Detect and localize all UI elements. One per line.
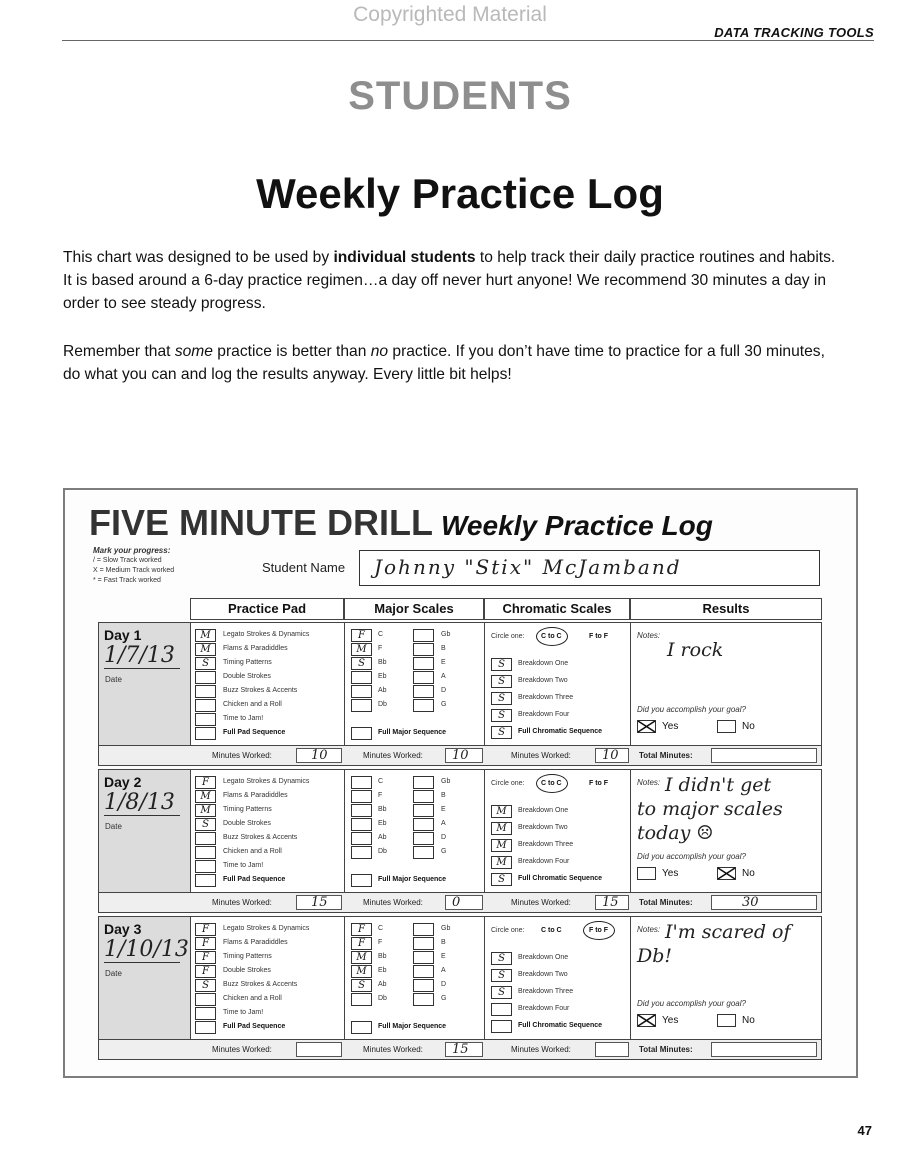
selection-circle [583, 921, 615, 940]
intro-paragraph: This chart was designed to be used by individual students to help track their daily practice routines and habits. It is based around a 6-day practice regimen…a day off never hurt anyone! We recommend 30 minutes a day in order to see steady progress. [63, 249, 836, 312]
scale-checkbox[interactable] [413, 923, 434, 936]
scale-checkbox[interactable]: F [351, 937, 372, 950]
chromatic-item-label: Breakdown One [518, 807, 569, 814]
scale-key-label: Bb [378, 806, 387, 813]
chromatic-checkbox[interactable]: S [491, 986, 512, 999]
pad-item-label: Buzz Strokes & Accents [223, 687, 298, 694]
minutes-strip [99, 1039, 821, 1059]
total-minutes-label: Total Minutes: [639, 751, 693, 760]
scale-checkbox[interactable] [413, 937, 434, 950]
chromatic-item-label: Breakdown Three [518, 988, 574, 995]
column-practice-pad: Practice Pad [190, 598, 344, 620]
scale-key-label: Eb [378, 673, 387, 680]
pad-item-label: Flams & Paradiddles [223, 645, 288, 652]
scale-key-label: E [441, 806, 446, 813]
results-section [631, 770, 821, 892]
scale-checkbox[interactable] [351, 874, 372, 887]
pad-checkbox[interactable]: F [195, 951, 216, 964]
no-label: No [742, 721, 755, 732]
pad-item-label: Full Pad Sequence [223, 1023, 286, 1030]
chromatic-checkbox[interactable]: S [491, 658, 512, 671]
scale-key-label: A [441, 967, 446, 974]
major-scales-section [345, 770, 485, 892]
chromatic-item-label: Breakdown Two [518, 677, 568, 684]
pad-item-label: Double Strokes [223, 820, 271, 827]
day-block [98, 769, 822, 913]
scale-checkbox[interactable] [351, 846, 372, 859]
scale-key-label: B [441, 645, 446, 652]
pad-checkbox[interactable]: F [195, 937, 216, 950]
chromatic-item-label: Breakdown Three [518, 694, 574, 701]
scale-key-label: D [441, 981, 447, 988]
c-to-c-option[interactable]: C to C [541, 633, 562, 640]
column-major-scales: Major Scales [344, 598, 484, 620]
chromatic-checkbox[interactable]: S [491, 692, 512, 705]
scale-key-label: Eb [378, 820, 387, 827]
pad-minutes-label: Minutes Worked: [212, 1045, 272, 1054]
notes-label: Notes: [637, 925, 661, 934]
selection-circle [536, 627, 568, 646]
pad-checkbox[interactable]: M [195, 804, 216, 817]
day-column [99, 770, 191, 892]
chromatic-checkbox[interactable]: S [491, 873, 512, 886]
pad-item-label: Full Pad Sequence [223, 876, 286, 883]
scale-checkbox[interactable] [351, 671, 372, 684]
section-label: DATA TRACKING TOOLS [714, 25, 874, 40]
pad-checkbox[interactable]: F [195, 923, 216, 936]
chromatic-minutes-label: Minutes Worked: [511, 751, 571, 760]
yes-label: Yes [662, 868, 679, 879]
chromatic-minutes-field[interactable]: 15 [595, 895, 629, 910]
scale-key-label: Ab [378, 687, 387, 694]
full-major-sequence-label: Full Major Sequence [378, 876, 447, 883]
scale-checkbox[interactable]: F [351, 923, 372, 936]
chromatic-item-label: Breakdown Two [518, 971, 568, 978]
chromatic-checkbox[interactable]: M [491, 822, 512, 835]
chromatic-checkbox[interactable]: S [491, 969, 512, 982]
scale-checkbox[interactable] [413, 699, 434, 712]
pad-item-label: Timing Patterns [223, 953, 272, 960]
day-block [98, 916, 822, 1060]
notes-handwritten: today ☹ [637, 822, 714, 844]
circle-one-label: Circle one: [491, 780, 525, 787]
chromatic-item-label: Full Chromatic Sequence [518, 1022, 603, 1029]
scale-checkbox[interactable] [413, 818, 434, 831]
scale-checkbox[interactable]: F [351, 629, 372, 642]
f-to-f-option[interactable]: F to F [589, 633, 609, 640]
day-label: Day 2 [104, 774, 142, 790]
scale-key-label: B [441, 939, 446, 946]
chromatic-item-label: Breakdown One [518, 660, 569, 667]
scale-key-label: F [378, 645, 383, 652]
scale-checkbox[interactable] [413, 790, 434, 803]
pad-minutes-field[interactable]: 15 [296, 895, 342, 910]
day-date-handwritten: 1/10/13 [104, 937, 189, 962]
chromatic-item-label: Breakdown One [518, 954, 569, 961]
notes-label: Notes: [637, 778, 661, 787]
day-column [99, 917, 191, 1039]
scale-checkbox[interactable] [413, 804, 434, 817]
scale-key-label: Db [378, 701, 387, 708]
total-minutes-field[interactable] [711, 748, 817, 763]
scale-key-label: B [441, 792, 446, 799]
scale-checkbox[interactable] [351, 685, 372, 698]
scale-checkbox[interactable] [413, 776, 434, 789]
worksheet-title: FIVE MINUTE DRILL Weekly Practice Log [89, 502, 713, 543]
full-major-sequence-label: Full Major Sequence [378, 729, 447, 736]
day-date-handwritten: 1/7/13 [104, 643, 180, 669]
yes-label: Yes [662, 721, 679, 732]
chromatic-item-label: Breakdown Four [518, 711, 570, 718]
chromatic-checkbox[interactable]: S [491, 952, 512, 965]
total-minutes-field[interactable] [711, 1042, 817, 1057]
goal-x-mark [637, 1014, 656, 1027]
day-label: Day 1 [104, 627, 142, 643]
practice-pad-section [191, 917, 345, 1039]
scale-checkbox[interactable] [351, 832, 372, 845]
chromatic-scales-section [485, 623, 631, 745]
pad-checkbox[interactable] [195, 699, 216, 712]
pad-item-label: Time to Jam! [223, 715, 264, 722]
day-block [98, 622, 822, 766]
circle-one-label: Circle one: [491, 927, 525, 934]
pad-minutes-label: Minutes Worked: [212, 751, 272, 760]
pad-item-label: Chicken and a Roll [223, 848, 282, 855]
column-results: Results [630, 598, 822, 620]
scale-checkbox[interactable] [351, 776, 372, 789]
practice-pad-section [191, 770, 345, 892]
practice-log-worksheet [63, 488, 858, 1078]
page-kicker: STUDENTS [348, 74, 572, 118]
pad-item-label: Timing Patterns [223, 659, 272, 666]
pad-item-label: Double Strokes [223, 673, 271, 680]
f-to-f-option[interactable]: F to F [589, 927, 609, 934]
goal-question: Did you accomplish your goal? [637, 852, 746, 861]
pad-checkbox[interactable] [195, 685, 216, 698]
goal-no-checkbox[interactable] [717, 720, 736, 733]
goal-x-mark [637, 720, 656, 733]
practice-pad-section [191, 623, 345, 745]
total-minutes-label: Total Minutes: [639, 898, 693, 907]
pad-checkbox[interactable] [195, 846, 216, 859]
chromatic-scales-section [485, 770, 631, 892]
chromatic-minutes-field[interactable] [595, 1042, 629, 1057]
no-label: No [742, 1015, 755, 1026]
scale-checkbox[interactable]: M [351, 951, 372, 964]
pad-item-label: Legato Strokes & Dynamics [223, 925, 310, 932]
chromatic-minutes-label: Minutes Worked: [511, 1045, 571, 1054]
chromatic-checkbox[interactable]: M [491, 856, 512, 869]
chromatic-item-label: Breakdown Four [518, 858, 570, 865]
chromatic-checkbox[interactable] [491, 1020, 512, 1033]
minutes-strip [99, 745, 821, 765]
pad-item-label: Flams & Paradiddles [223, 792, 288, 799]
pad-checkbox[interactable]: F [195, 776, 216, 789]
chromatic-checkbox[interactable]: S [491, 726, 512, 739]
scale-key-label: F [378, 792, 383, 799]
scale-key-label: Ab [378, 834, 387, 841]
scale-checkbox[interactable] [413, 657, 434, 670]
pad-checkbox[interactable] [195, 874, 216, 887]
scale-key-label: Gb [441, 631, 451, 638]
scale-checkbox[interactable] [413, 671, 434, 684]
scale-checkbox[interactable] [413, 979, 434, 992]
scale-key-label: C [378, 778, 384, 785]
pad-item-label: Flams & Paradiddles [223, 939, 288, 946]
date-label: Date [105, 822, 122, 831]
pad-checkbox[interactable]: S [195, 657, 216, 670]
pad-item-label: Double Strokes [223, 967, 271, 974]
total-minutes-label: Total Minutes: [639, 1045, 693, 1054]
scale-minutes-field[interactable]: 15 [445, 1042, 483, 1057]
chromatic-item-label: Breakdown Three [518, 841, 574, 848]
reminder-paragraph: Remember that some practice is better than no practice. If you don’t have time to practice for a full 30 minutes, do what you can and log the results anyway. Every little bit helps! [63, 343, 825, 383]
scale-checkbox[interactable] [351, 818, 372, 831]
full-major-sequence-label: Full Major Sequence [378, 1023, 447, 1030]
scale-key-label: Db [378, 848, 387, 855]
f-to-f-option[interactable]: F to F [589, 780, 609, 787]
pad-checkbox[interactable]: S [195, 979, 216, 992]
scale-key-label: Gb [441, 778, 451, 785]
scale-key-label: D [441, 834, 447, 841]
day-date-handwritten: 1/8/13 [104, 790, 180, 816]
notes-handwritten: I didn't get [665, 774, 772, 796]
goal-no-checkbox[interactable] [717, 1014, 736, 1027]
scale-key-label: E [441, 659, 446, 666]
notes-handwritten: I rock [667, 639, 724, 661]
chromatic-minutes-label: Minutes Worked: [511, 898, 571, 907]
scale-key-label: Ab [378, 981, 387, 988]
pad-item-label: Buzz Strokes & Accents [223, 981, 298, 988]
scale-checkbox[interactable] [351, 1021, 372, 1034]
date-label: Date [105, 969, 122, 978]
day-label: Day 3 [104, 921, 142, 937]
date-label: Date [105, 675, 122, 684]
scale-checkbox[interactable] [351, 790, 372, 803]
chromatic-scales-section [485, 917, 631, 1039]
pad-minutes-label: Minutes Worked: [212, 898, 272, 907]
pad-checkbox[interactable] [195, 671, 216, 684]
pad-item-label: Chicken and a Roll [223, 701, 282, 708]
pad-minutes-field[interactable] [296, 1042, 342, 1057]
scale-checkbox[interactable] [413, 832, 434, 845]
scale-minutes-label: Minutes Worked: [363, 1045, 423, 1054]
selection-circle [536, 774, 568, 793]
scale-checkbox[interactable]: S [351, 657, 372, 670]
scale-minutes-field[interactable]: 0 [445, 895, 483, 910]
minutes-strip [99, 892, 821, 912]
scale-checkbox[interactable]: S [351, 979, 372, 992]
total-minutes-field[interactable]: 30 [711, 895, 817, 910]
student-name-label: Student Name [262, 560, 346, 575]
scale-checkbox[interactable] [351, 804, 372, 817]
pad-checkbox[interactable] [195, 832, 216, 845]
chromatic-minutes-field[interactable]: 10 [595, 748, 629, 763]
pad-item-label: Full Pad Sequence [223, 729, 286, 736]
scale-key-label: A [441, 673, 446, 680]
goal-question: Did you accomplish your goal? [637, 999, 746, 1008]
pad-minutes-field[interactable]: 10 [296, 748, 342, 763]
c-to-c-option[interactable]: C to C [541, 780, 562, 787]
student-name-handwritten: Johnny "Stix" McJamband [374, 555, 682, 579]
pad-checkbox[interactable]: S [195, 818, 216, 831]
pad-checkbox[interactable] [195, 1021, 216, 1034]
scale-key-label: Bb [378, 659, 387, 666]
goal-yes-checkbox[interactable] [637, 867, 656, 880]
scale-key-label: C [378, 925, 384, 932]
pad-item-label: Legato Strokes & Dynamics [223, 778, 310, 785]
scale-key-label: Bb [378, 953, 387, 960]
scale-key-label: Db [378, 995, 387, 1002]
student-name-field [359, 550, 820, 586]
chromatic-item-label: Breakdown Two [518, 824, 568, 831]
scale-key-label: C [378, 631, 384, 638]
scale-checkbox[interactable] [351, 727, 372, 740]
progress-legend: Mark your progress: / = Slow Track worked X = Medium Track worked * = Fast Track worked [93, 546, 175, 584]
pad-item-label: Time to Jam! [223, 862, 264, 869]
chromatic-checkbox[interactable]: S [491, 709, 512, 722]
pad-checkbox[interactable]: M [195, 629, 216, 642]
day-column [99, 623, 191, 745]
scale-checkbox[interactable]: M [351, 643, 372, 656]
circle-one-label: Circle one: [491, 633, 525, 640]
scale-minutes-label: Minutes Worked: [363, 898, 423, 907]
page-number: 47 [857, 1123, 872, 1138]
pad-checkbox[interactable]: F [195, 965, 216, 978]
scale-minutes-field[interactable]: 10 [445, 748, 483, 763]
scale-minutes-label: Minutes Worked: [363, 751, 423, 760]
pad-checkbox[interactable]: M [195, 643, 216, 656]
pad-item-label: Time to Jam! [223, 1009, 264, 1016]
chromatic-checkbox[interactable]: S [491, 675, 512, 688]
chromatic-checkbox[interactable]: M [491, 839, 512, 852]
bold-emphasis: individual students [333, 249, 476, 266]
column-chromatic-scales: Chromatic Scales [484, 598, 630, 620]
major-scales-section [345, 917, 485, 1039]
pad-item-label: Timing Patterns [223, 806, 272, 813]
chromatic-item-label: Full Chromatic Sequence [518, 728, 603, 735]
pad-checkbox[interactable] [195, 1007, 216, 1020]
scale-key-label: G [441, 701, 447, 708]
pad-checkbox[interactable] [195, 713, 216, 726]
results-section [631, 917, 821, 1039]
chromatic-item-label: Full Chromatic Sequence [518, 875, 603, 882]
header-rule [62, 40, 874, 41]
yes-label: Yes [662, 1015, 679, 1026]
scale-key-label: D [441, 687, 447, 694]
results-section [631, 623, 821, 745]
scale-key-label: F [378, 939, 383, 946]
scale-checkbox[interactable] [413, 685, 434, 698]
chromatic-checkbox[interactable]: M [491, 805, 512, 818]
pad-checkbox[interactable]: M [195, 790, 216, 803]
notes-handwritten: I'm scared of [665, 921, 791, 943]
goal-question: Did you accomplish your goal? [637, 705, 746, 714]
scale-checkbox[interactable] [413, 951, 434, 964]
scale-checkbox[interactable] [413, 629, 434, 642]
pad-checkbox[interactable] [195, 860, 216, 873]
pad-item-label: Legato Strokes & Dynamics [223, 631, 310, 638]
scale-key-label: A [441, 820, 446, 827]
scale-key-label: G [441, 848, 447, 855]
major-scales-section [345, 623, 485, 745]
notes-handwritten: Db! [637, 945, 673, 967]
scale-checkbox[interactable] [413, 643, 434, 656]
pad-item-label: Chicken and a Roll [223, 995, 282, 1002]
scale-key-label: E [441, 953, 446, 960]
pad-checkbox[interactable] [195, 993, 216, 1006]
scale-key-label: G [441, 995, 447, 1002]
scale-key-label: Eb [378, 967, 387, 974]
notes-label: Notes: [637, 631, 661, 640]
goal-x-mark [717, 867, 736, 880]
scale-checkbox[interactable] [351, 699, 372, 712]
scale-checkbox[interactable]: M [351, 965, 372, 978]
scale-checkbox[interactable] [413, 846, 434, 859]
pad-item-label: Buzz Strokes & Accents [223, 834, 298, 841]
page-title: Weekly Practice Log [256, 170, 664, 217]
no-label: No [742, 868, 755, 879]
pad-checkbox[interactable] [195, 727, 216, 740]
copyright-watermark: Copyrighted Material [353, 3, 547, 26]
scale-checkbox[interactable] [413, 993, 434, 1006]
scale-checkbox[interactable] [413, 965, 434, 978]
scale-checkbox[interactable] [351, 993, 372, 1006]
chromatic-checkbox[interactable] [491, 1003, 512, 1016]
notes-handwritten: to major scales [637, 798, 783, 820]
chromatic-item-label: Breakdown Four [518, 1005, 570, 1012]
scale-key-label: Gb [441, 925, 451, 932]
c-to-c-option[interactable]: C to C [541, 927, 562, 934]
